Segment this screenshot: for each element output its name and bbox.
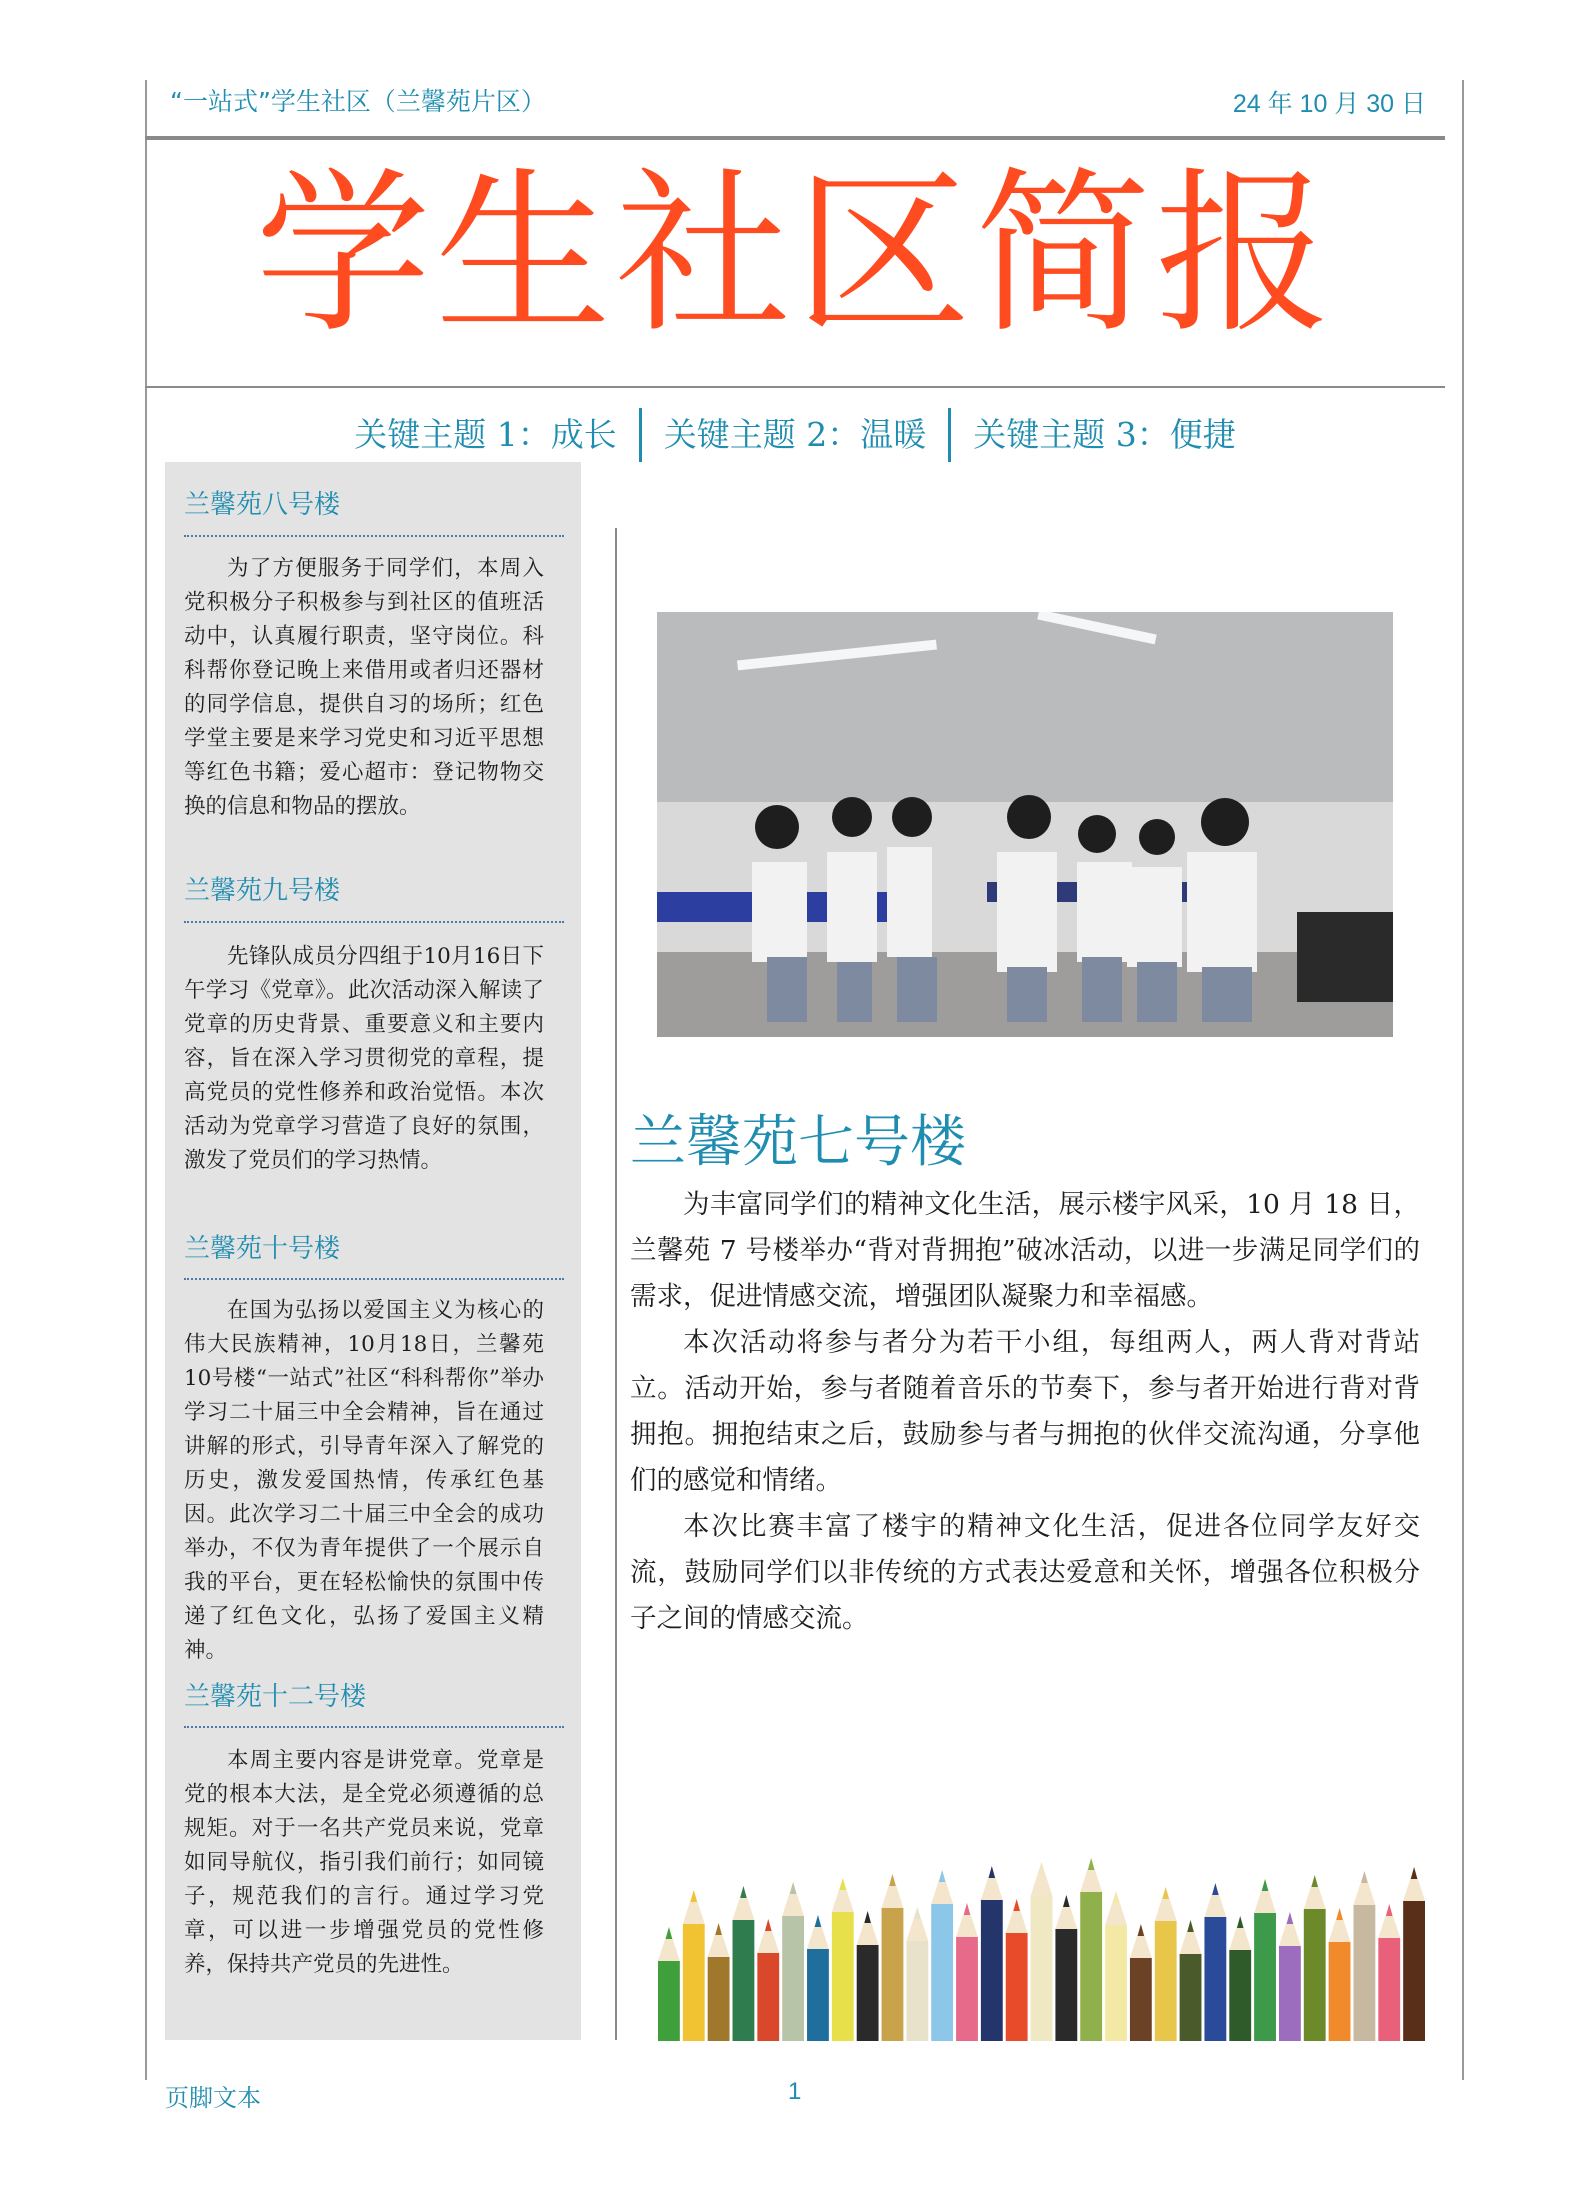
pencil-lead [1237, 1916, 1244, 1928]
masthead-divider [145, 386, 1445, 388]
pencil-lead [715, 1923, 722, 1935]
footer-text: 页脚文本 [165, 2084, 261, 2112]
sidebar-section-text: 为了方便服务于同学们，本周入党积极分子积极参与到社区的值班活动中，认真履行职责，坚守岗位。科科帮你登记晚上来借用或者归还器材的同学信息，提供自习的场所；红色学堂主要是来学习党史和习近平思想等红色书籍；爱心超市：登记物物交换的信息和物品的摆放。 [184, 556, 544, 819]
pencil-body [1130, 1958, 1152, 2041]
pencil-lead [1138, 1924, 1145, 1936]
pencil-lead [740, 1886, 747, 1898]
pencil-lead [1013, 1899, 1020, 1911]
pencil-body [981, 1900, 1003, 2041]
pencil-lead [765, 1919, 772, 1931]
key-theme-1: 关键主题 1：成长 [354, 415, 617, 454]
pencil-body [757, 1953, 779, 2041]
newsletter-masthead: 学生社区简报 [254, 152, 1335, 357]
main-article-title: 兰馨苑七号楼 [630, 1110, 966, 1175]
pencil-lead [1088, 1858, 1095, 1870]
pencil-body [1329, 1942, 1351, 2041]
sidebar-section-text: 本周主要内容是讲党章。党章是党的根本大法，是全党必须遵循的总规矩。对于一名共产党员来说，党章如同导航仪，指引我们前行；如同镜子，规范我们的言行。通过学习党章，可以进一步增强党员的党性修养，保持共产党员的先进性。 [184, 1748, 544, 1977]
pencil-lead [1187, 1920, 1194, 1932]
pencil-lead [964, 1903, 971, 1915]
pencil-lead [666, 1927, 673, 1939]
pencil-body [1353, 1905, 1375, 2041]
pencil-lead [889, 1874, 896, 1886]
pencil-lead [1212, 1883, 1219, 1895]
pencil-body [1254, 1913, 1276, 2041]
sidebar-section-divider [184, 1726, 564, 1728]
sidebar-section-title: 兰馨苑八号楼 [184, 490, 341, 520]
pencil-body [658, 1961, 680, 2041]
pencil-body [683, 1924, 705, 2041]
header-community-name: “一站式”学生社区（兰馨苑片区） [170, 87, 546, 116]
pencil-lead [939, 1870, 946, 1882]
pencil-body [1080, 1892, 1102, 2041]
page-right-border [1462, 80, 1464, 2080]
pencil-lead [790, 1882, 797, 1894]
pencil-body [1204, 1917, 1226, 2041]
pencil-lead [1411, 1867, 1418, 1879]
pencil-body [782, 1916, 804, 2041]
pencil-lead [1262, 1879, 1269, 1891]
main-article-paragraph: 为丰富同学们的精神文化生活，展示楼宇风采，10 月 18 日，兰馨苑 7 号楼举办“背对背拥抱”破冰活动，以进一步满足同学们的需求，促进情感交流，增强团队凝聚力和幸福感。 [630, 1189, 1420, 1312]
page-number: 1 [788, 2078, 802, 2105]
pencil-body [882, 1908, 904, 2041]
sidebar-section-divider [184, 1278, 564, 1280]
pencil-lead [1311, 1875, 1318, 1887]
pencil-lead [1287, 1912, 1294, 1924]
pencil-body [1304, 1909, 1326, 2041]
pencil-body [1155, 1921, 1177, 2041]
pencil-body [956, 1937, 978, 2041]
main-article-paragraph: 本次比赛丰富了楼宇的精神文化生活，促进各位同学友好交流，鼓励同学们以非传统的方式表达爱意和关怀，增强各位积极分子之间的情感交流。 [630, 1511, 1420, 1634]
pencil-body [906, 1941, 928, 2041]
pencil-lead [690, 1890, 697, 1902]
colored-pencils-illustration [657, 1845, 1427, 2041]
pencil-body [832, 1912, 854, 2041]
pencil-body [1229, 1950, 1251, 2041]
pencil-body [708, 1957, 730, 2041]
sidebar-section-divider [184, 535, 564, 537]
pencil-body [1105, 1925, 1127, 2041]
pencil-body [1006, 1933, 1028, 2041]
pencil-lead [1162, 1887, 1169, 1899]
header-divider [145, 136, 1445, 140]
activity-photo [657, 612, 1393, 1037]
key-themes-bar [145, 408, 1445, 462]
sidebar-section-title: 兰馨苑九号楼 [184, 876, 341, 906]
pencil-lead [864, 1911, 871, 1923]
sidebar-section-text: 先锋队成员分四组于10月16日下午学习《党章》。此次活动深入解读了党章的历史背景、重要意义和主要内容，旨在深入学习贯彻党的章程，提高党员的党性修养和政治觉悟。本次活动为党章学习营造了良好的氛围，激发了党员们的学习热情。 [184, 944, 544, 1173]
pencil-lead [989, 1866, 996, 1878]
pencil-lead [1336, 1908, 1343, 1920]
pencil-lead [1386, 1904, 1393, 1916]
sidebar-section-divider [184, 921, 564, 923]
pencil-body [807, 1949, 829, 2041]
pencil-lead [1361, 1871, 1368, 1883]
page-left-border [145, 80, 147, 2080]
pencil-body [1403, 1901, 1425, 2041]
pencil-body [1180, 1954, 1202, 2041]
key-theme-2: 关键主题 2：温暖 [663, 415, 927, 454]
pencil-lead [840, 1878, 847, 1890]
key-theme-3: 关键主题 3：便捷 [973, 415, 1236, 454]
header-date: 24 年 10 月 30 日 [1232, 90, 1426, 118]
pencil-body [857, 1945, 879, 2041]
column-divider [615, 528, 617, 2040]
pencil-body [733, 1920, 755, 2041]
main-article-paragraph: 本次活动将参与者分为若干小组，每组两人，两人背对背站立。活动开始，参与者随着音乐的节奏下，参与者开始进行背对背拥抱。拥抱结束之后，鼓励参与者与拥抱的伙伴交流沟通，分享他们的感觉和情绪。 [630, 1327, 1420, 1496]
sidebar-section-title: 兰馨苑十二号楼 [184, 1682, 367, 1712]
sidebar-section-text: 在国为弘扬以爱国主义为核心的伟大民族精神，10月18日，兰馨苑10号楼“一站式”社区“科科帮你”举办学习二十届三中全会精神，旨在通过讲解的形式，引导青年深入了解党的历史，激发爱国热情，传承红色基因。此次学习二十届三中全会的成功举办，不仅为青年提供了一个展示自我的平台，更在轻松愉快的氛围中传递了红色文化，弘扬了爱国主义精神。 [184, 1298, 544, 1663]
pencil-body [1279, 1946, 1301, 2041]
pencil-lead [1113, 1891, 1120, 1903]
pencil-lead [1063, 1895, 1070, 1907]
pencil-lead [1038, 1862, 1045, 1874]
pencil-body [1031, 1896, 1053, 2041]
pencil-lead [914, 1907, 921, 1919]
sidebar-section-title: 兰馨苑十号楼 [184, 1234, 341, 1264]
pencil-body [1055, 1929, 1077, 2041]
pencil-body [1378, 1938, 1400, 2041]
pencil-lead [815, 1915, 822, 1927]
pencil-body [931, 1904, 953, 2041]
